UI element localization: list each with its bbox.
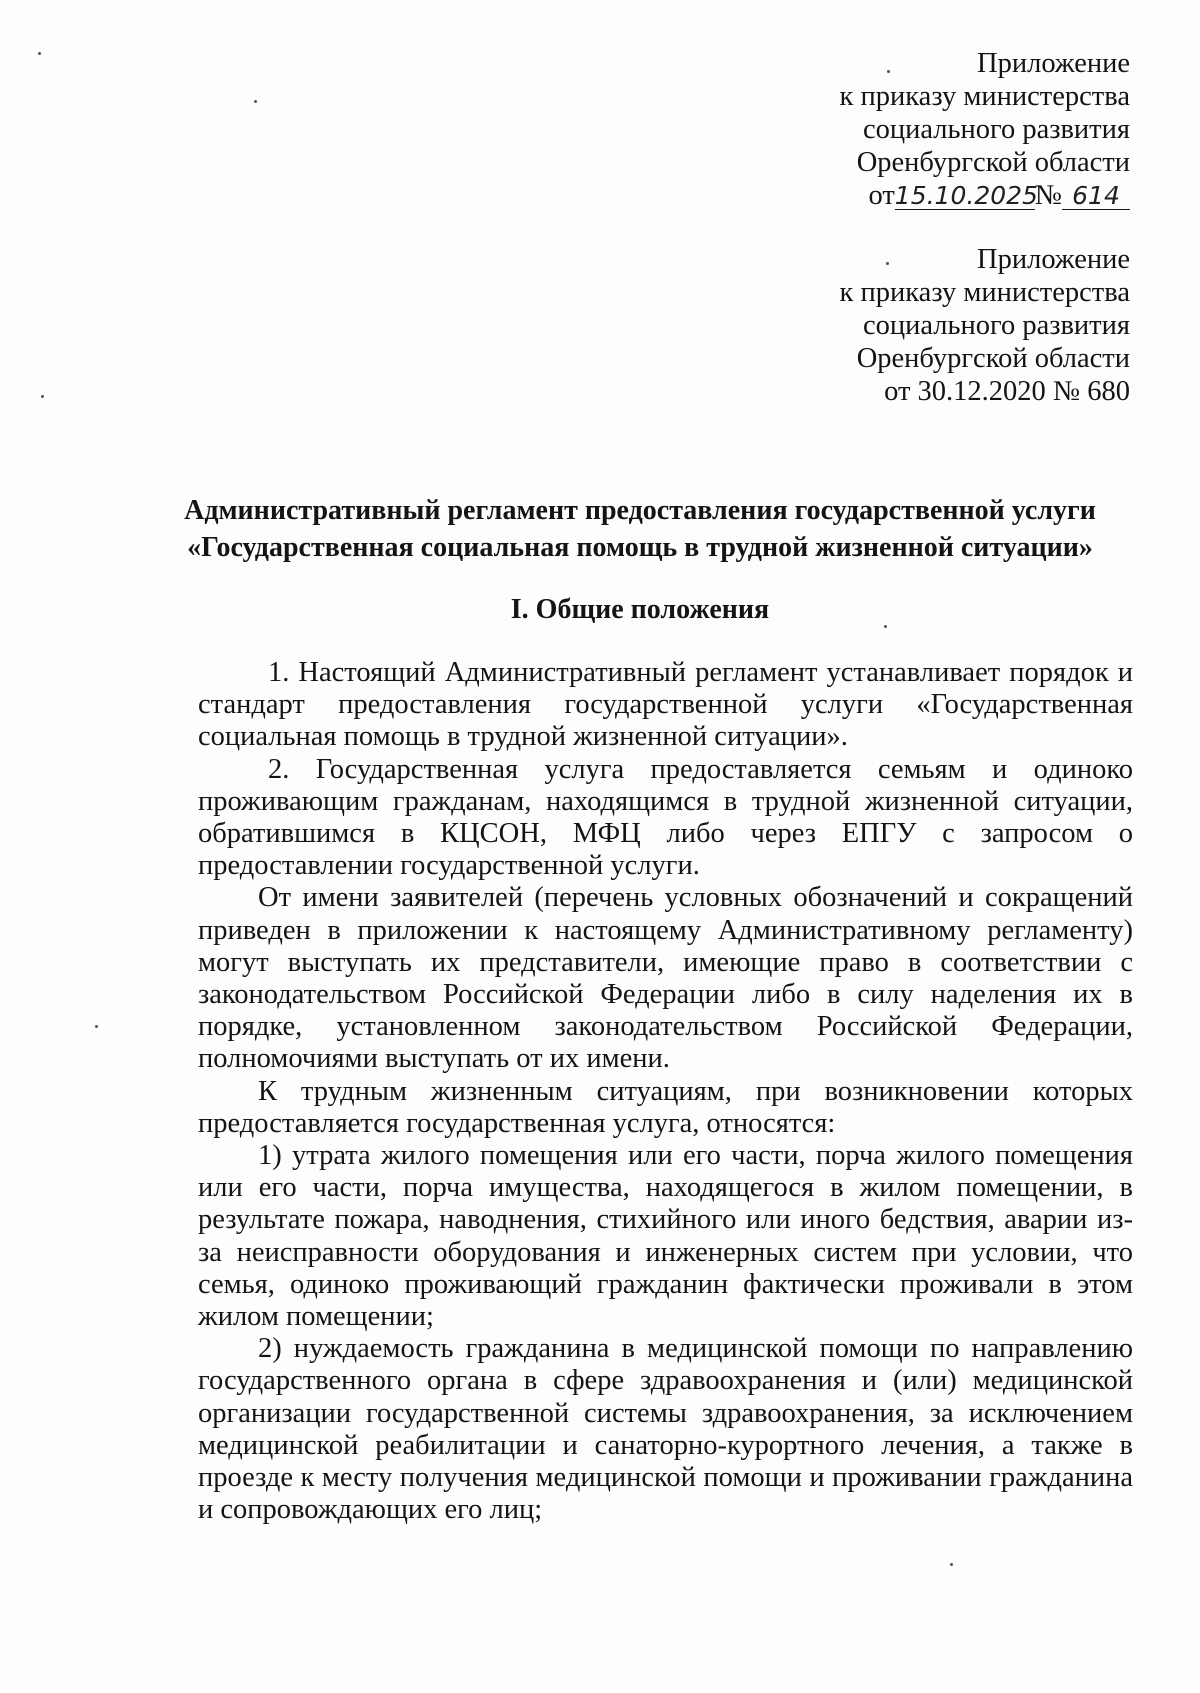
handwritten-number: 614 [1062, 183, 1130, 210]
approval-order-line: к приказу министерства [839, 277, 1130, 308]
approval-order-line: к приказу министерства [839, 81, 1130, 112]
scan-speck [41, 395, 44, 398]
date-prefix: от [868, 180, 895, 211]
list-item-1: 1) утрата жилого помещения или его части, порча жилого помещения или его части, порча имущества, находящегося в жилом помещении, в результате пожара, наводнения, стихийного или иного бедствия, аварии из-за неисправности оборудования и инженерных систем при условии, что семья, одиноко проживающий гражданин фактически проживали в этом жилом помещении; [198, 1140, 1133, 1333]
scan-speck [95, 1025, 98, 1028]
document-title-line2: «Государственная социальная помощь в трудной жизненной ситуации» [187, 532, 1093, 563]
section-heading: I. Общие положения [510, 594, 770, 625]
scan-speck [887, 70, 890, 73]
approval-ministry-line: социального развития [862, 310, 1130, 341]
paragraph-representatives: От имени заявителей (перечень условных обозначений и сокращений приведен в приложении к настоящему Административному регламенту) могут выступать их представители, имеющие право в соответствии с законодательством Российской Федерации либо в силу наделения их в порядке, установленном законодательством Российской Федерации, полномочиями выступать от их имени. [198, 882, 1133, 1075]
scan-speck [38, 52, 41, 55]
scan-speck [950, 1563, 953, 1566]
approval-label: Приложение [977, 48, 1130, 79]
approval-date-number-line: от 30.12.2020 № 680 [884, 376, 1130, 407]
paragraph-situations-intro: К трудным жизненным ситуациям, при возникновении которых предоставляется государственная услуга, относятся: [198, 1075, 1133, 1139]
paragraph-2: 2. Государственная услуга предоставляется семьям и одиноко проживающим гражданам, находящимся в трудной жизненной ситуации, обратившимся в КЦСОН, МФЦ либо через ЕПГУ с запросом о предоставлении государственной услуги. [198, 753, 1133, 882]
paragraph-1: 1. Настоящий Административный регламент устанавливает порядок и стандарт предоставления государственной услуги «Государственная социальная помощь в трудной жизненной ситуации». [198, 657, 1133, 753]
approval-label: Приложение [977, 244, 1130, 275]
approval-date-line [840, 179, 1130, 212]
document-title-line1: Административный регламент предоставления государственной услуги [184, 495, 1096, 526]
scan-speck [254, 100, 257, 103]
list-item-2: 2) нуждаемость гражданина в медицинской помощи по направлению государственного органа в сфере здравоохранения и (или) медицинской организации государственной системы здравоохранения, за исключением медицинской реабилитации и санаторно-курортного лечения, а также в проезде к месту получения медицинской помощи и проживании гражданина и сопровождающих его лиц; [198, 1333, 1133, 1526]
document-body [198, 657, 1133, 1526]
approval-block-current [840, 47, 1130, 212]
approval-region-line: Оренбургской области [856, 343, 1130, 374]
approval-block-previous [840, 243, 1130, 408]
number-sign: № [1034, 180, 1062, 211]
approval-ministry-line: социального развития [862, 114, 1130, 145]
approval-region-line: Оренбургской области [856, 147, 1130, 178]
scan-speck [884, 625, 887, 628]
scan-speck [886, 262, 889, 265]
document-title [150, 492, 1130, 566]
handwritten-date: 15.10.2025 [894, 181, 1038, 210]
